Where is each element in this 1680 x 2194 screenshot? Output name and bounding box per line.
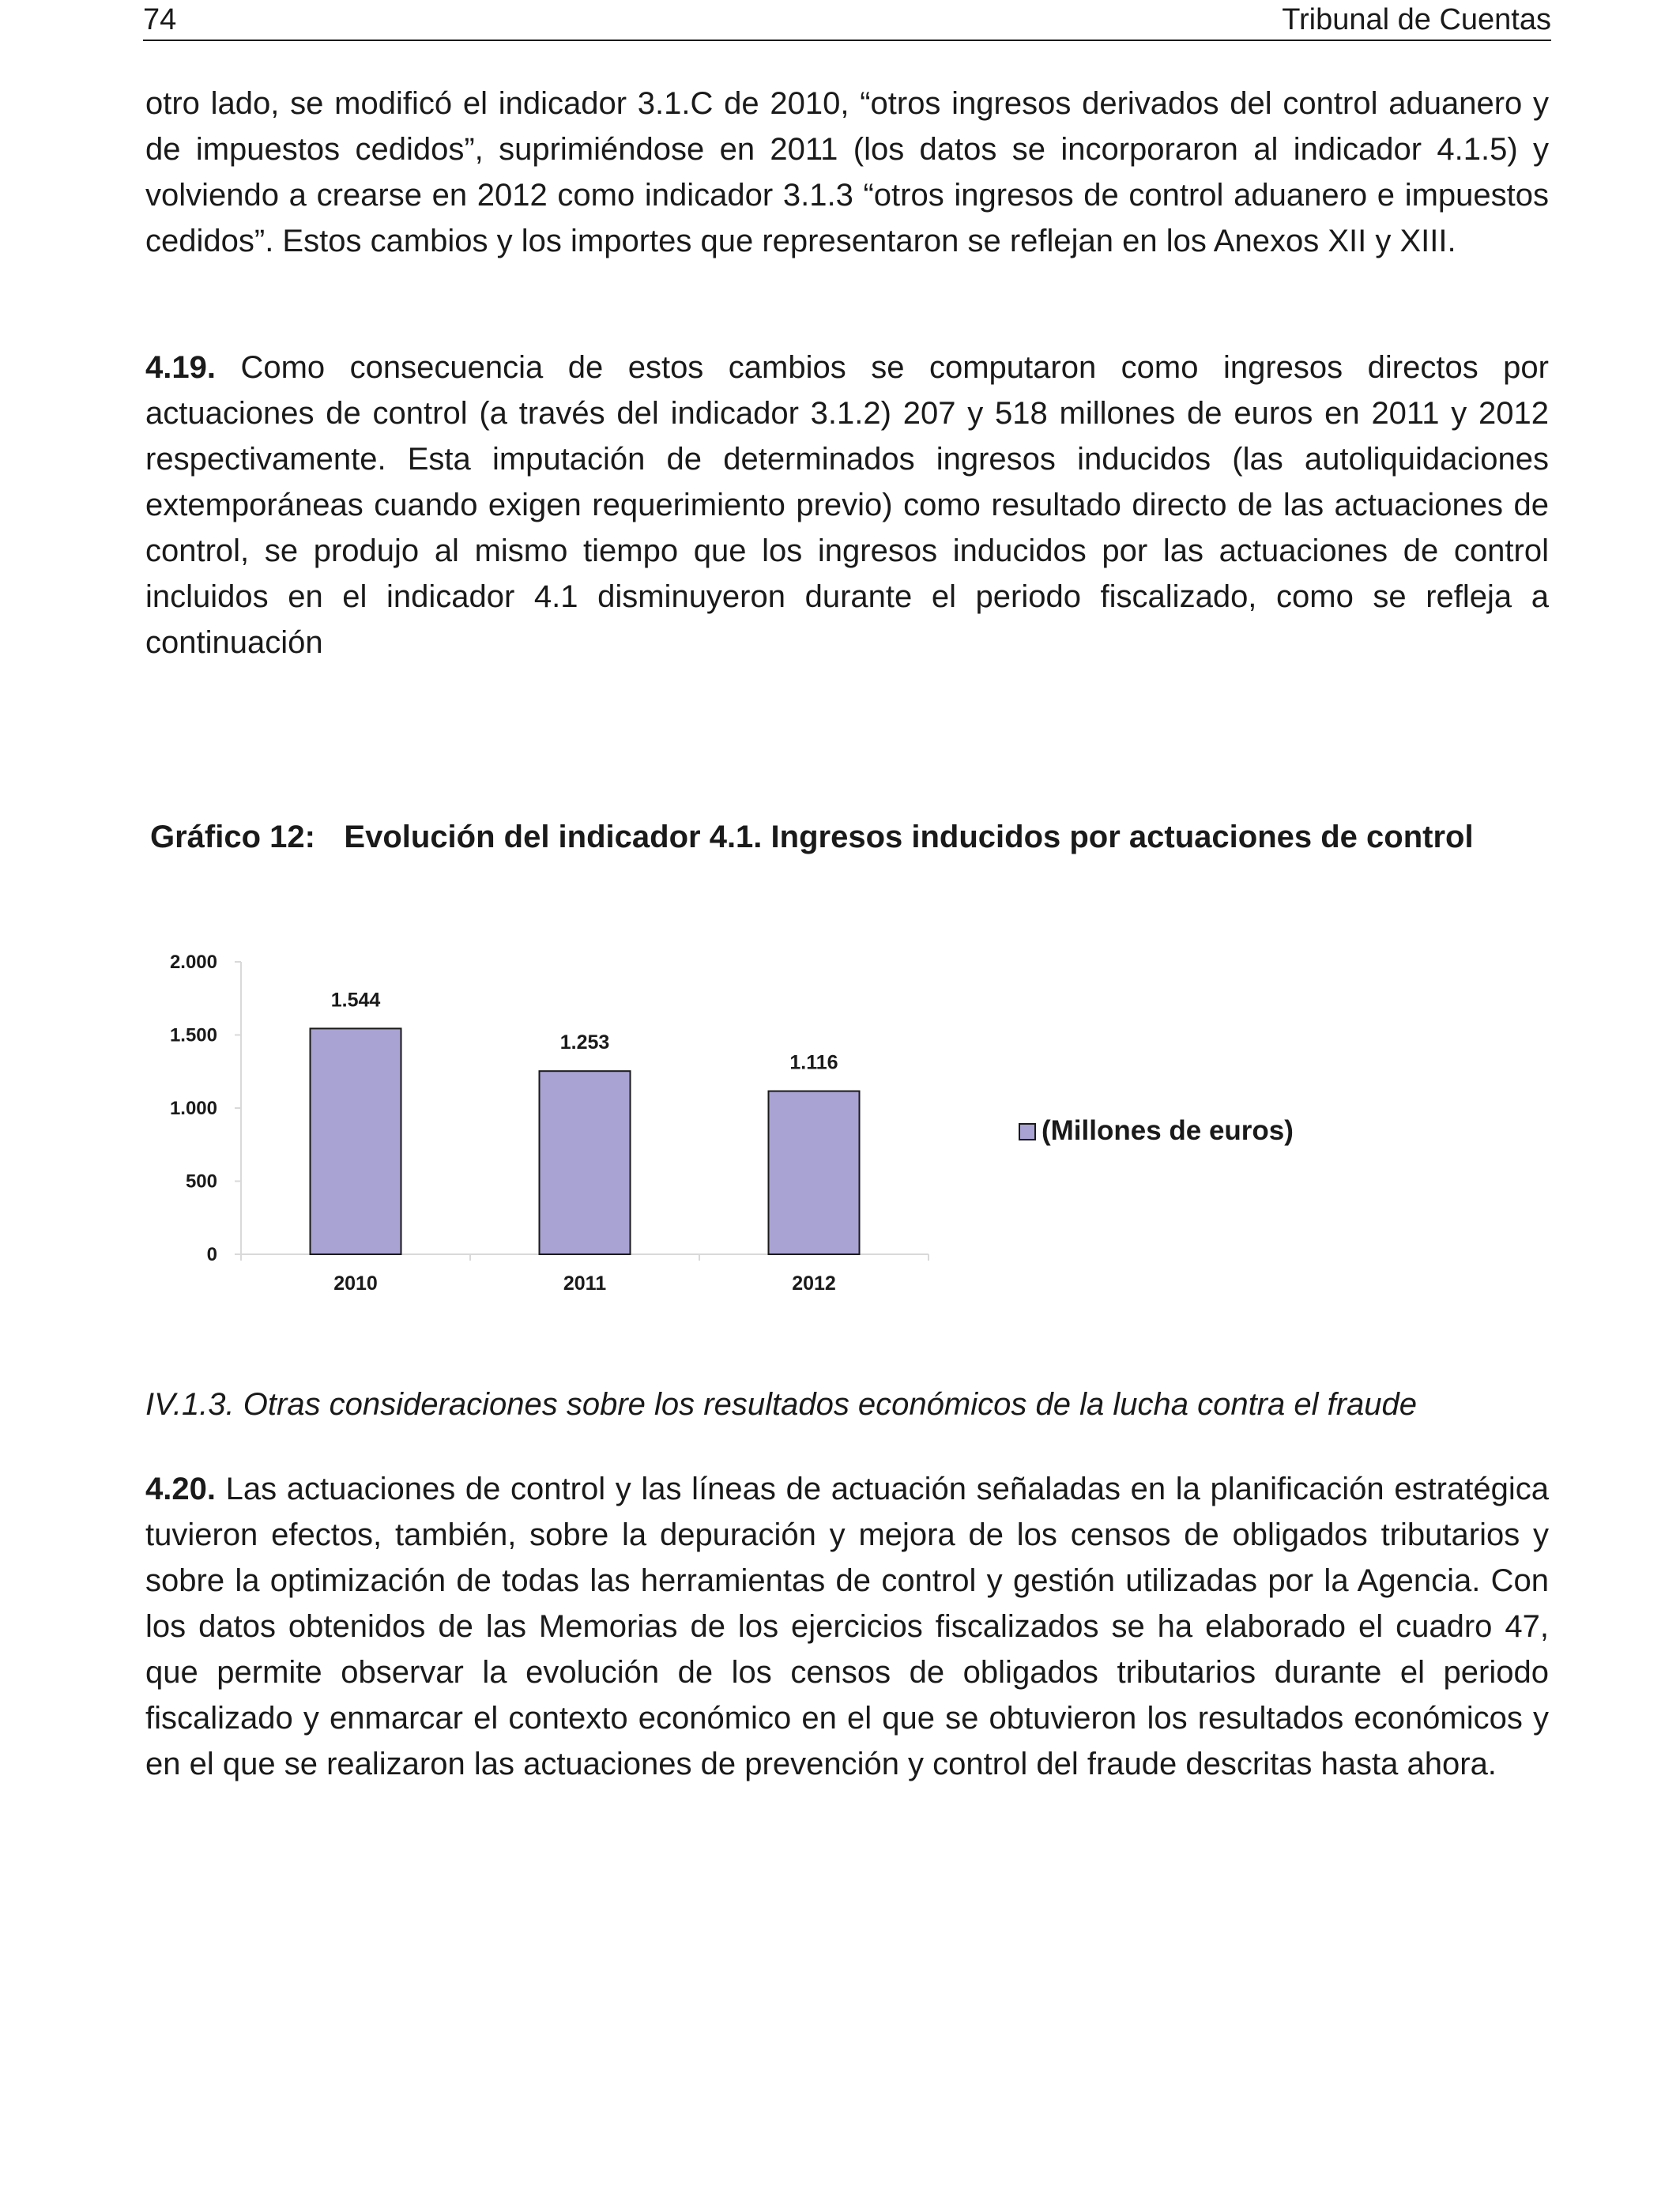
paragraph-4-20 (145, 1466, 1549, 1787)
x-tick-label: 2011 (563, 1272, 607, 1295)
figure-label: Gráfico 12: (150, 820, 315, 854)
y-tick-label: 2.000 (169, 952, 217, 973)
legend-swatch (1019, 1124, 1035, 1140)
paragraph-4-19-text: Como consecuencia de estos cambios se computaron como ingresos directos por actuaciones de control (a través del indicador 3.1.2) 207 y 518 millones de euros en 2011 y 2012 respectivamente. Esta imputación de determinados ingresos inducidos (las autoliquidaciones extemporáneas cuando exigen requerimiento previo) como resultado directo de las actuaciones de control, se produjo al mismo tiempo que los ingresos inducidos por las actuaciones de control incluidos en el indicador 4.1 disminuyeron durante el periodo fiscalizado, como se refleja a continuación (145, 350, 1549, 660)
page-header (143, 0, 1551, 41)
chart-bars (311, 1028, 860, 1254)
y-tick-label: 0 (206, 1244, 217, 1265)
page-number: 74 (143, 3, 177, 36)
bar (311, 1028, 401, 1254)
data-label: 1.116 (789, 1051, 838, 1074)
x-tick-label: 2012 (792, 1272, 836, 1295)
y-tick-label: 1.000 (169, 1098, 217, 1119)
legend-label: (Millones de euros) (1042, 1115, 1294, 1146)
y-tick-label: 500 (185, 1171, 217, 1193)
data-label: 1.253 (559, 1031, 610, 1054)
section-heading: IV.1.3. Otras consideraciones sobre los resultados económicos de la lucha contra el fraude (145, 1387, 1418, 1422)
bar (540, 1071, 631, 1254)
chart-legend (1019, 1115, 1294, 1146)
paragraph-number: 4.20. (145, 1472, 216, 1506)
data-label: 1.544 (330, 989, 381, 1012)
paragraph-number: 4.19. (145, 350, 216, 385)
paragraph-1 (145, 81, 1549, 264)
y-tick-label: 1.500 (169, 1024, 217, 1046)
x-tick-label: 2010 (333, 1272, 378, 1295)
header-title: Tribunal de Cuentas (1282, 3, 1551, 36)
bar (769, 1091, 860, 1254)
bar-chart (134, 941, 1399, 1320)
paragraph-1-text: otro lado, se modificó el indicador 3.1.C de 2010, “otros ingresos derivados del control aduanero y de impuestos cedidos”, suprimiéndose en 2011 (los datos se incorporaron al indicador 4.1.5) y volviendo a crearse en 2012 como indicador 3.1.3 “otros ingresos de control aduanero e impuestos cedidos”. Estos cambios y los importes que representaron se reflejan en los Anexos XII y XIII. (145, 86, 1549, 258)
paragraph-4-19 (145, 345, 1549, 665)
paragraph-4-20-text: Las actuaciones de control y las líneas de actuación señaladas en la planificación estratégica tuvieron efectos, también, sobre la depuración y mejora de los censos de obligados tributarios y sobre la optimización de todas las herramientas de control y gestión utilizadas por la Agencia. Con los datos obtenidos de las Memorias de los ejercicios fiscalizados se ha elaborado el cuadro 47, que permite observar la evolución de los censos de obligados tributarios durante el periodo fiscalizado y enmarcar el contexto económico en el que se obtuvieron los resultados económicos y en el que se realizaron las actuaciones de prevención y control del fraude descritas hasta ahora. (145, 1472, 1549, 1781)
figure-caption: Evolución del indicador 4.1. Ingresos inducidos por actuaciones de control (344, 820, 1474, 854)
